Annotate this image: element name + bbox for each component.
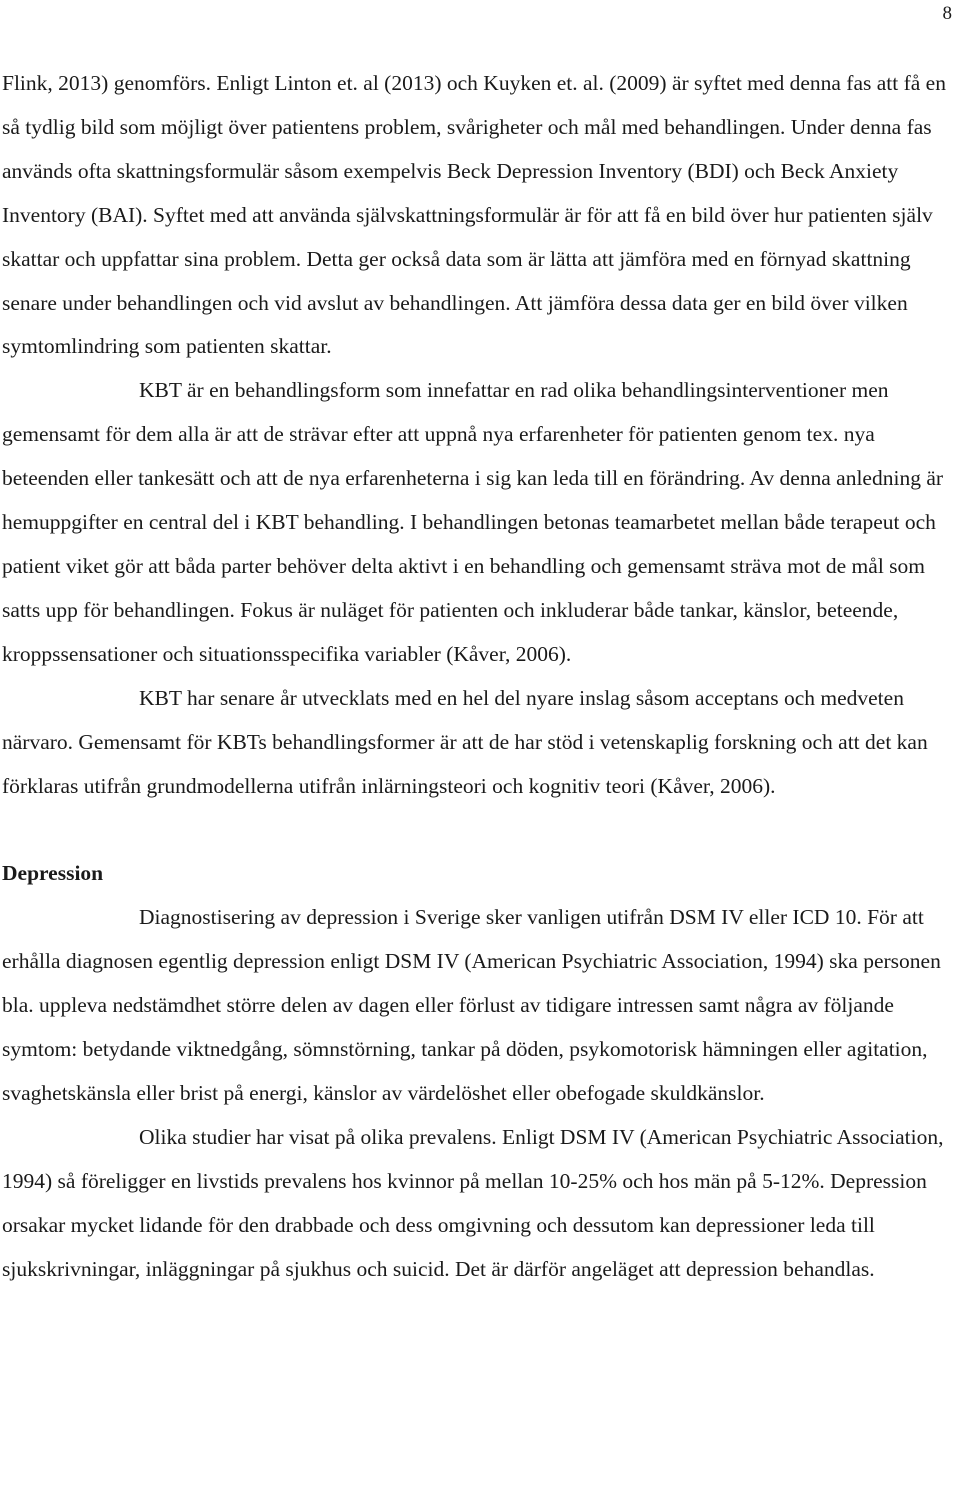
paragraph-depression-diagnosis: Diagnostisering av depression i Sverige sker vanligen utifrån DSM IV eller ICD 10. För att erhålla diagnosen egentlig depression enligt DSM IV (American Psychiatric Association, 1994) ska personen bla. uppleva nedstämdhet större delen av dagen eller förlust av tidigare intressen samt några av följande symtom: betydande viktnedgång, sömnstörning, tankar på döden, psykomotorisk hämningen eller agitation, svaghetskänsla eller brist på energi, känslor av värdelöshet eller obefogade skuldkänslor.	[2, 905, 941, 1105]
paragraph-kbt-development: KBT har senare år utvecklats med en hel del nyare inslag såsom acceptans och medveten närvaro. Gemensamt för KBTs behandlingsformer är att de har stöd i vetenskaplig forskning och att det kan förklaras utifrån grundmodellerna utifrån inlärningsteori och kognitiv teori (Kåver, 2006).	[2, 685, 928, 798]
page-number: 8	[942, 3, 952, 24]
paragraph-depression-prevalence: Olika studier har visat på olika prevalens. Enligt DSM IV (American Psychiatric Association, 1994) så föreligger en livstids prevalens hos kvinnor på mellan 10-25% och hos män på 5-12%. Depression orsakar mycket lidande för den drabbade och dess omgivning och dessutom kan depressioner leda till sjukskrivningar, inläggningar på sjukhus och suicid. Det är därför angeläget att depression behandlas.	[2, 1124, 944, 1281]
document-body	[2, 62, 958, 1291]
paragraph-assessment-phase: Flink, 2013) genomförs. Enligt Linton et. al (2013) och Kuyken et. al. (2009) är syftet med denna fas att få en så tydlig bild som möjligt över patientens problem, svårigheter och mål med behandlingen. Under denna fas används ofta skattningsformulär såsom exempelvis Beck Depression Inventory (BDI) och Beck Anxiety Inventory (BAI). Syftet med att använda självskattningsformulär är för att få en bild över hur patienten själv skattar och uppfattar sina problem. Detta ger också data som är lätta att jämföra med en förnyad skattning senare under behandlingen och vid avslut av behandlingen. Att jämföra dessa data ger en bild över vilken symtomlindring som patienten skattar.	[2, 71, 946, 359]
section-heading-depression: Depression	[2, 861, 104, 886]
paragraph-kbt-interventions: KBT är en behandlingsform som innefattar en rad olika behandlingsinterventioner men gemensamt för dem alla är att de strävar efter att uppnå nya erfarenheter för patienten genom tex. nya beteenden eller tankesätt och att de nya erfarenheterna i sig kan leda till en förändring. Av denna anledning är hemuppgifter en central del i KBT behandling. I behandlingen betonas teamarbetet mellan både terapeut och patient viket gör att båda parter behöver delta aktivt i en behandling och gemensamt sträva mot de mål som satts upp för behandlingen. Fokus är nuläget för patienten och inkluderar både tankar, känslor, beteende, kroppssensationer och situationsspecifika variabler (Kåver, 2006).	[2, 378, 944, 666]
